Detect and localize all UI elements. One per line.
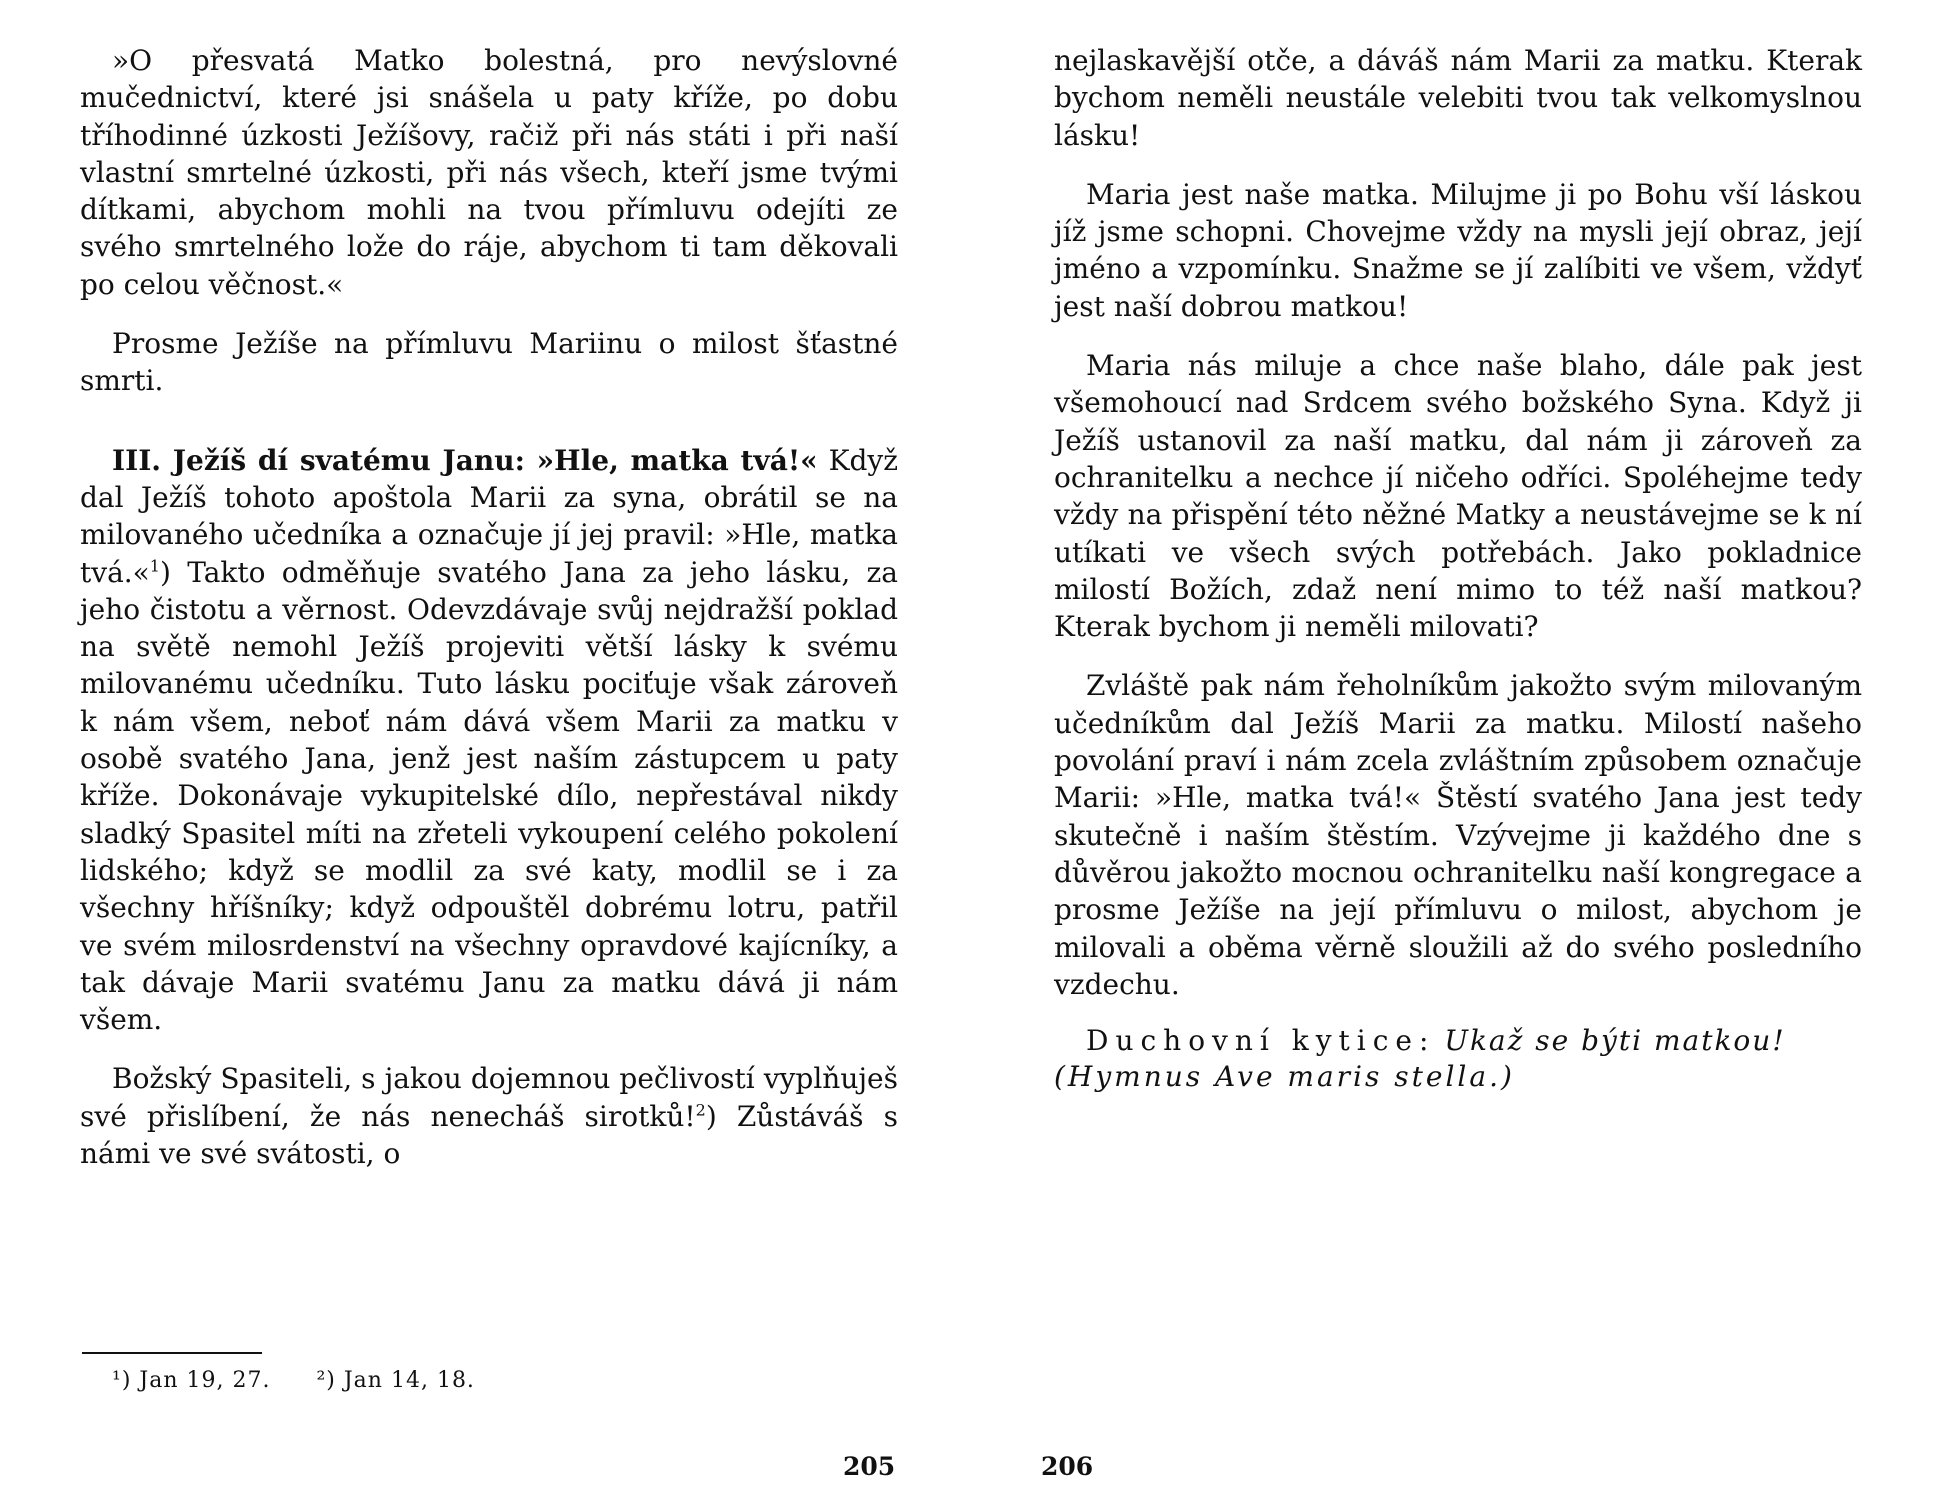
footnote-ref-1: 1 xyxy=(149,556,160,576)
saviour-paragraph xyxy=(80,1060,898,1172)
bouquet-source: (Hymnus Ave maris stella.) xyxy=(1054,1060,1515,1094)
saviour-text-b: ) Zůstáváš s námi ve své svátosti, o xyxy=(80,1099,898,1171)
right-page xyxy=(1054,42,1862,1095)
section-text-a: Když dal Ježíš tohoto apoštola Marii za syna, obrátil se na milovaného učedníka a označuje jí jej pravil: »Hle, matka tvá.« xyxy=(80,443,898,589)
love-paragraph: Maria nás miluje a chce naše blaho, dále pak jest všemohoucí nad Srdcem svého božského Syna. Když ji Ježíš ustanovil za naší matku, dal nám ji zároveň za ochranitelku a nechce jí ničeho odříci. Spoléhejme tedy vždy na přispění této něžné Matky a neustávejme se k ní utíkati ve všech svých potřebách. Jako pokladnice milostí Božích, zdaž není mimo to též naší matkou? Kterak bychom ji neměli milovati? xyxy=(1054,349,1862,644)
continuation-paragraph: nejlaskavější otče, a dáváš nám Marii za matku. Kterak bychom neměli neustále velebiti tvou tak velkomyslnou lásku! xyxy=(1054,44,1862,152)
mother-paragraph: Maria jest naše matka. Milujme ji po Bohu vší láskou jíž jsme schopni. Chovejme vždy na mysli její obraz, její jméno a vzpomínku. Snažme se jí zalíbiti ve všem, vždyť jest naší dobrou matkou! xyxy=(1054,177,1862,323)
intercession-paragraph: Prosme Ježíše na přímluvu Mariinu o milost šťastné smrti. xyxy=(80,327,898,398)
left-page xyxy=(80,42,898,1172)
footnotes xyxy=(112,1368,475,1393)
section-heading: III. Ježíš dí svatému Janu: »Hle, matka tvá!« xyxy=(112,443,818,477)
footnote-ref-2: 2 xyxy=(695,1100,706,1120)
prayer-paragraph: »O přesvatá Matko bolestná, pro nevýslovné mučednictví, které jsi snášela u paty kříže, po dobu tříhodinné úzkosti Ježíšovy, račiž při nás státi i při naší vlastní smrtelné úzkosti, při nás všech, kteří jsme tvými dítkami, abychom mohli na tvou přímluvu odejíti ze svého smrtelného lože do ráje, abychom ti tam děkovali po celou věčnost.« xyxy=(80,44,898,301)
bouquet-motto: Ukaž se býti matkou! xyxy=(1444,1024,1786,1058)
page-number-left: 205 xyxy=(843,1452,896,1481)
saviour-text-a: Božský Spasiteli, s jakou dojemnou pečlivostí vyplňuješ své přislíbení, že nás nenecháš sirotků! xyxy=(80,1062,898,1133)
footnote-1: ¹) Jan 19, 27. xyxy=(112,1368,271,1393)
footnote-divider xyxy=(82,1352,262,1354)
page-number-right: 206 xyxy=(1041,1452,1094,1481)
spiritual-bouquet xyxy=(1054,1023,1862,1095)
religious-paragraph: Zvláště pak nám řeholníkům jakožto svým milovaným učedníkům dal Ježíš Marii za matku. Milostí našeho povolání praví i nám zcela zvláštním způsobem označuje Marii: »Hle, matka tvá!« Štěstí svatého Jana jest tedy skutečně i naším štěstím. Vzývejme ji každého dne s důvěrou jakožto mocnou ochranitelku naší kongregace a prosme Ježíše na její přímluvu o milost, abychom je milovali a oběma věrně sloužili až do svého posledního vzdechu. xyxy=(1054,669,1862,1001)
section-iii-paragraph xyxy=(80,442,898,1039)
bouquet-label: Duchovní kytice: xyxy=(1086,1024,1436,1058)
section-text-b: ) Takto odměňuje svatého Jana za jeho lásku, za jeho čistotu a věrnost. Odevzdávaje svůj nejdražší poklad na světě nemohl Ježíš projeviti větší lásky k svému milovanému učedníku. Tuto lásku pociťuje však zároveň k nám všem, neboť nám dává všem Marii za matku v osobě svatého Jana, jenž jest naším zástupcem u paty kříže. Dokonávaje vykupitelské dílo, nepřestával nikdy sladký Spasitel míti na zřeteli vykoupení celého pokolení lidského; když se modlil za své katy, modlil se i za všechny hříšníky; když odpouštěl dobrému lotru, patřil ve svém milosrdenství na všechny opravdové kajícníky, a tak dávaje Marii svatému Janu za matku dává ji nám všem. xyxy=(80,555,898,1037)
footnote-2: ²) Jan 14, 18. xyxy=(316,1368,475,1393)
